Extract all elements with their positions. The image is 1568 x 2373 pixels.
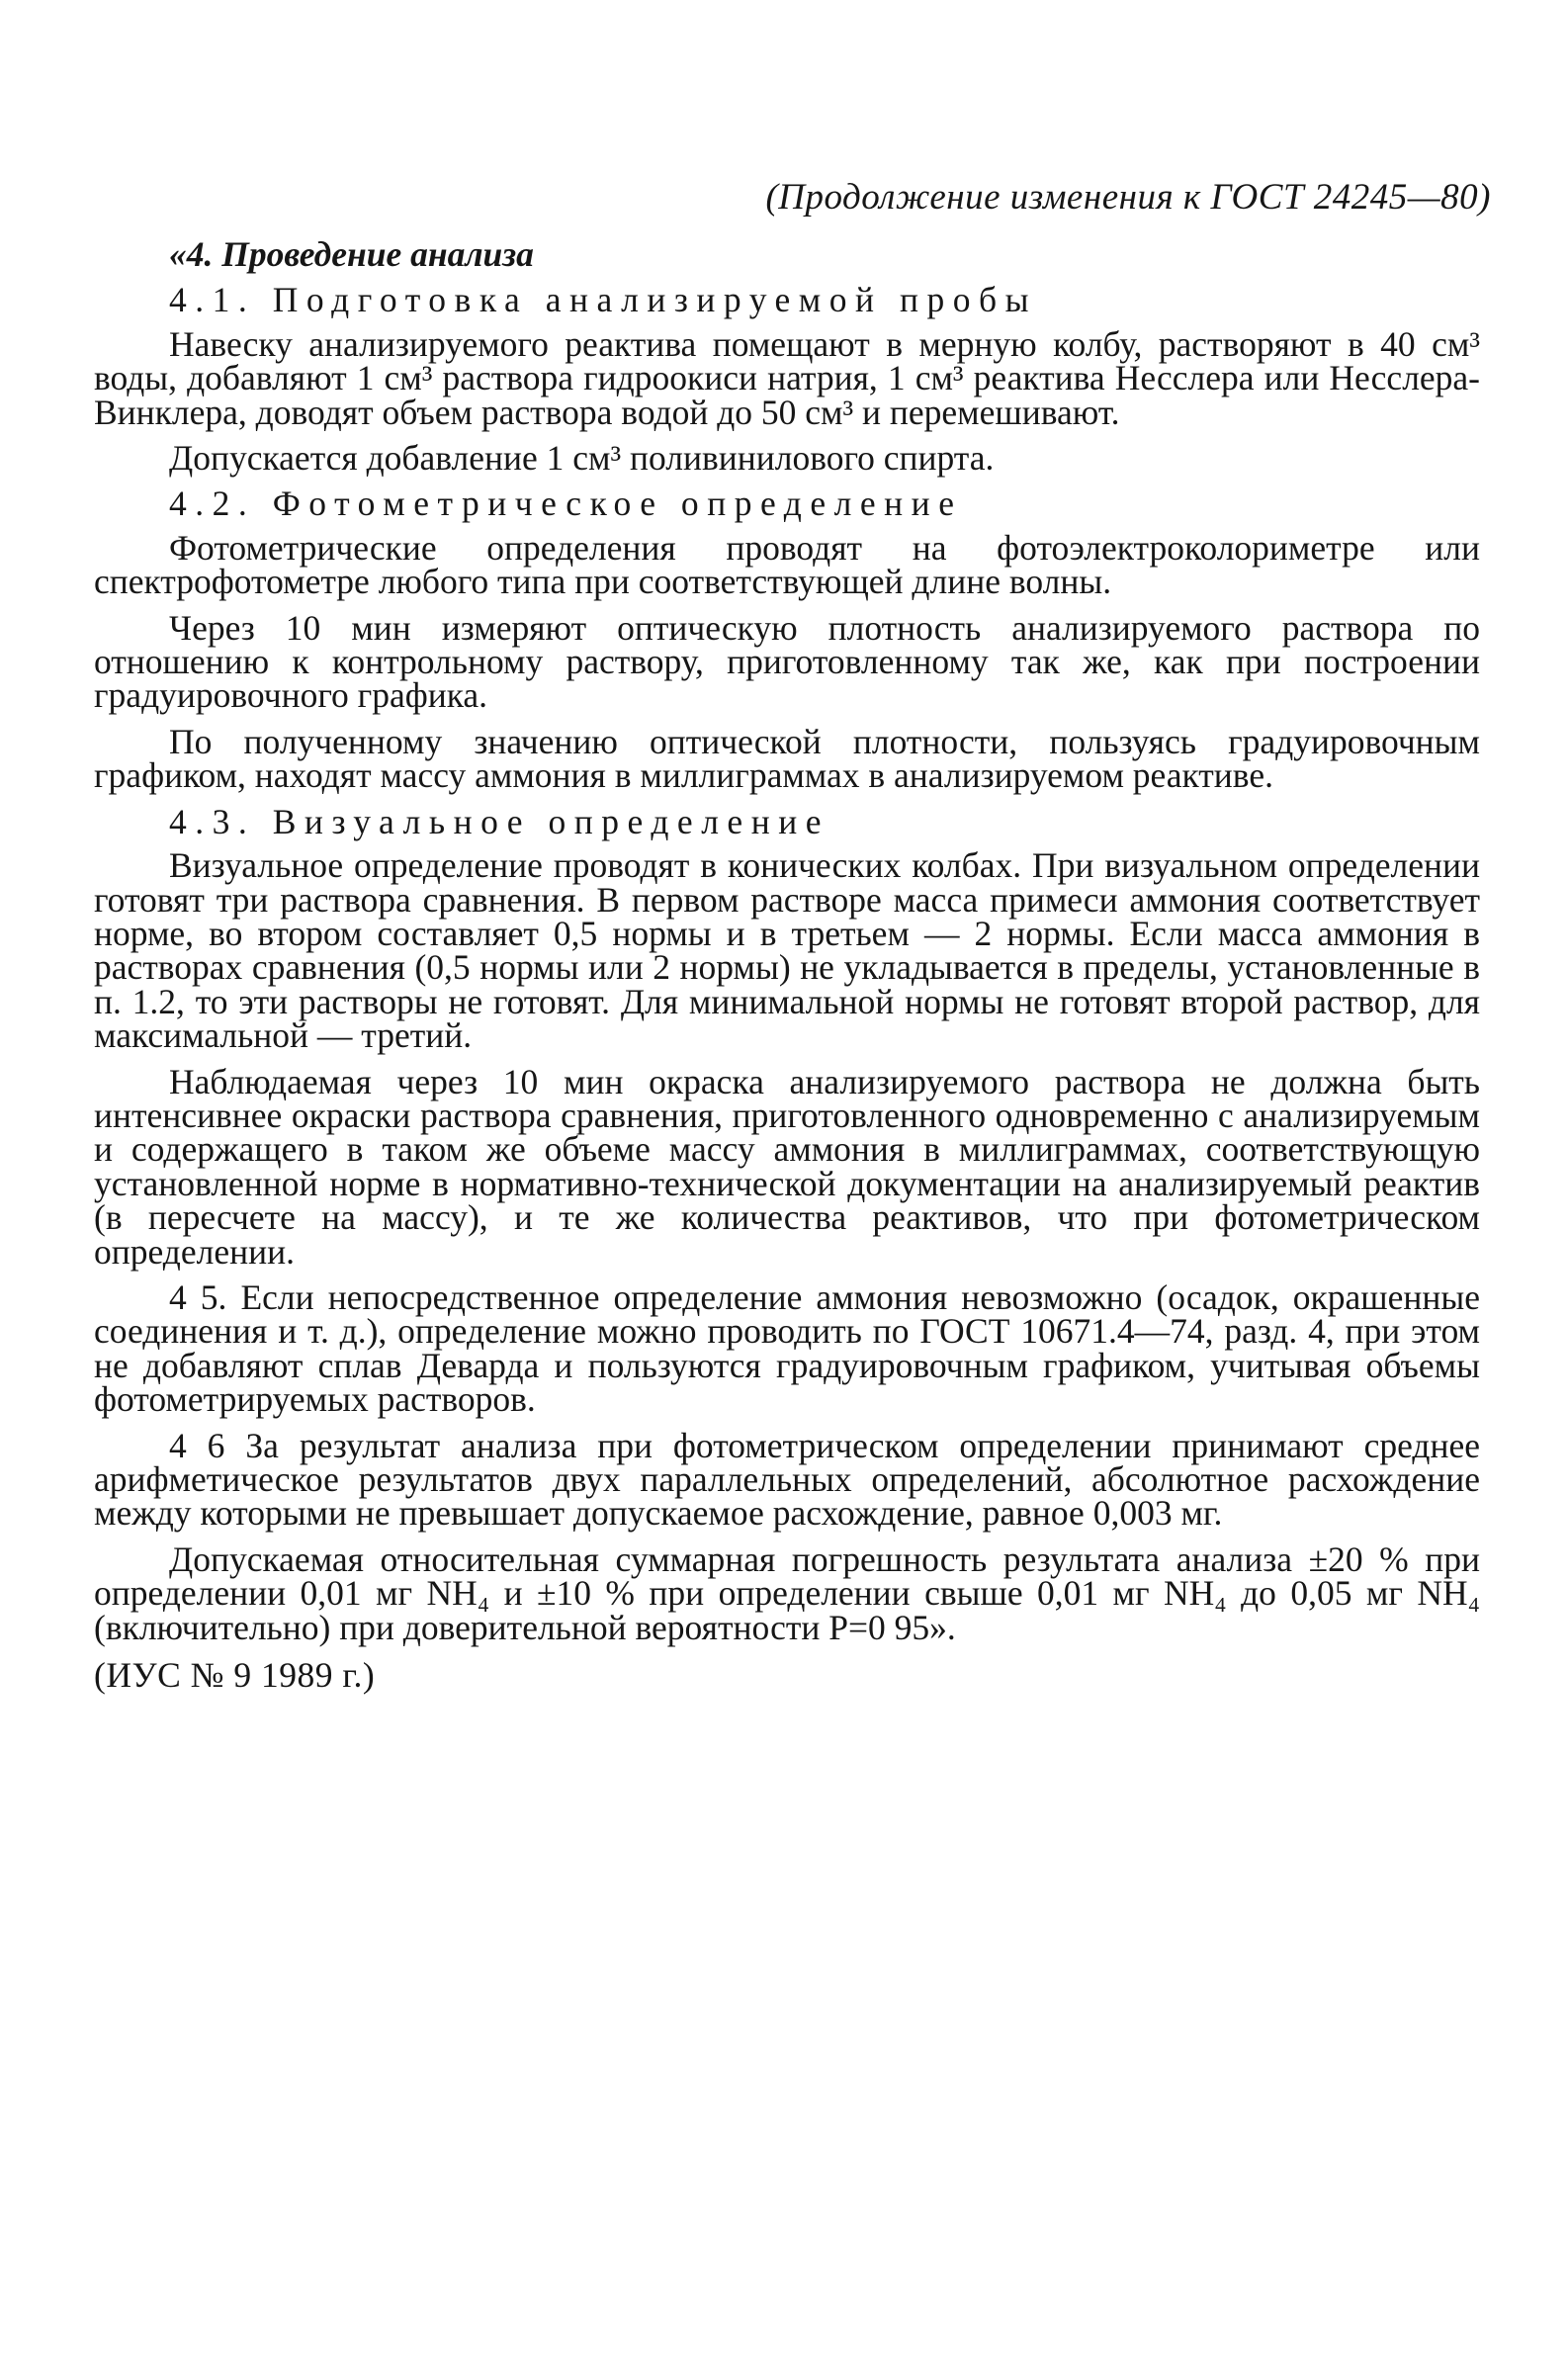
paragraph-4-2-measure: Через 10 мин измеряют оптическую плотность анализируемого раствора по отношению к контрольному раствору, приготовленному так же, как при построении градуировочного графика. (94, 607, 1480, 716)
subsection-heading-4-3: 4.3. Визуальное определение (169, 801, 830, 841)
subsection-heading-4-2: 4.2. Фотометрическое определение (169, 483, 963, 524)
paragraph-4-6-error: Допускаемая относительная суммарная погрешность результата анализа ±20 % при определении 0,01 мг NH₄ и ±10 % при определении свыше 0,01 мг NH₄ до 0,05 мг NH₄ (включительно) при доверительной вероятности P=0 95». (94, 1538, 1480, 1647)
paragraph-4-1-pva: Допускается добавление 1 см³ поливинилового спирта. (169, 438, 995, 479)
subsection-heading-4-1: 4.1. Подготовка анализируемой пробы (169, 280, 1037, 320)
paragraph-4-3-comparison: Визуальное определение проводят в конических колбах. При визуальном определении готовят три раствора сравнения. В первом растворе масса примеси аммония соответствует норме, во втором составляет 0,5 нормы и в третьем — 2 нормы. Если масса аммония в растворах сравнения (0,5 нормы или 2 нормы) не укладывается в пределы, установленные в п. 1.2, то эти растворы не готовят. Для минимальной нормы не готовят второй раствор, для максимальной — третий. (94, 845, 1480, 1056)
paragraph-4-5: 4 5. Если непосредственное определение аммония невозможно (осадок, окрашенные соединения и т. д.), определение можно проводить по ГОСТ 10671.4—74, разд. 4, при этом не добавляют сплав Деварда и пользуются градуировочным графиком, учитывая объемы фотометрируемых растворов. (94, 1276, 1480, 1420)
paragraph-4-3-observation: Наблюдаемая через 10 мин окраска анализируемого раствора не должна быть интенсивнее окраски раствора сравнения, приготовленного одновременно с анализируемым и содержащего в таком же объеме массу аммония в миллиграммах, соответствующую установленной норме в нормативно-технической документации на анализируемый реактив (в пересчете на массу), и те же количества реактивов, что при фотометрическом определении. (94, 1061, 1480, 1272)
paragraph-4-1-sample-prep: Навеску анализируемого реактива помещают в мерную колбу, растворяют в 40 см³ воды, добавляют 1 см³ раствора гидроокиси натрия, 1 см³ реактива Несслера или Несслера-Винклера, доводят объем раствора водой до 50 см³ и перемешивают. (94, 323, 1480, 432)
page-header: (Продолжение изменения к ГОСТ 24245—80) (765, 177, 1491, 218)
paragraph-4-2-calibration: По полученному значению оптической плотности, пользуясь градуировочным графиком, находят массу аммония в миллиграммах в анализируемом реактиве. (94, 721, 1480, 796)
section-title: «4. Проведение анализа (169, 234, 534, 274)
footer-reference: (ИУС № 9 1989 г.) (94, 1655, 376, 1696)
paragraph-4-6-result: 4 6 За результат анализа при фотометрическом определении принимают среднее арифметическое результатов двух параллельных определений, абсолютное расхождение между которыми не превышает допускаемое расхождение, равное 0,003 мг. (94, 1425, 1480, 1534)
paragraph-4-2-instruments: Фотометрические определения проводят на фотоэлектроколориметре или спектрофотометре любого типа при соответствующей длине волны. (94, 527, 1480, 602)
document-body (94, 227, 1480, 1704)
